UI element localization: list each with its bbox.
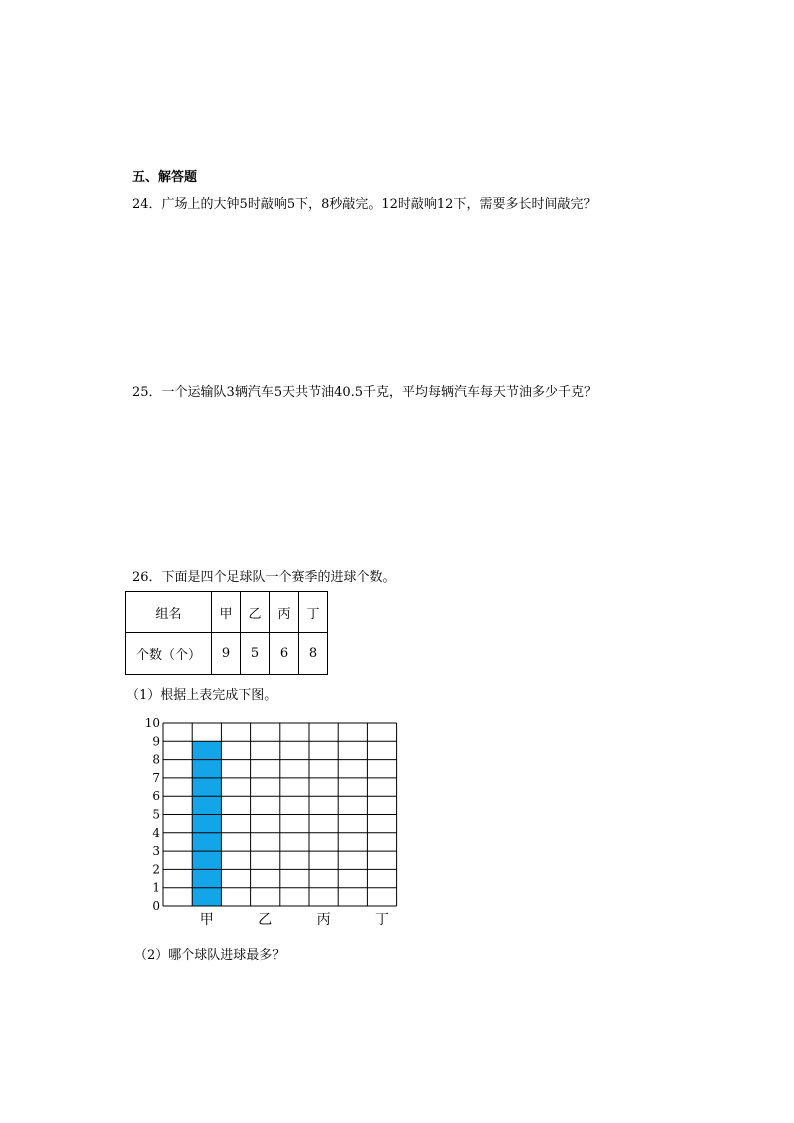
table-header-cell: 乙 — [241, 592, 270, 633]
question-25: 25．一个运输队3辆汽车5天共节油40.5千克，平均每辆汽车每天节油多少千克？ — [132, 385, 598, 400]
sub-question-1: （1）根据上表完成下图。 — [126, 688, 278, 703]
x-category-label: 丙 — [316, 912, 331, 928]
table-header-cell: 丁 — [299, 592, 328, 633]
y-tick-label: 3 — [152, 844, 160, 859]
y-tick-label: 8 — [152, 752, 160, 767]
table-header-row — [126, 592, 328, 633]
table-header-cell: 丙 — [270, 592, 299, 633]
table-cell: 9 — [212, 633, 241, 675]
y-tick-label: 4 — [152, 825, 160, 840]
y-tick-label: 10 — [144, 716, 160, 730]
y-tick-label: 7 — [152, 770, 160, 785]
question-26: 26．下面是四个足球队一个赛季的进球个数。 — [132, 570, 396, 585]
table-row — [126, 633, 328, 675]
x-category-label: 甲 — [199, 912, 214, 928]
sub-question-2: （2）哪个球队进球最多？ — [134, 948, 286, 963]
y-tick-label: 9 — [152, 734, 160, 749]
x-category-label: 丁 — [375, 912, 389, 928]
y-tick-label: 5 — [152, 807, 160, 822]
bar — [192, 741, 221, 906]
y-tick-label: 0 — [152, 899, 160, 913]
table-header-cell: 甲 — [212, 592, 241, 633]
table-cell: 6 — [270, 633, 299, 675]
table-cell: 5 — [241, 633, 270, 675]
goals-table — [125, 591, 328, 675]
table-header-cell: 组名 — [126, 592, 212, 633]
y-tick-label: 2 — [152, 862, 160, 877]
question-24: 24．广场上的大钟5时敲响5下，8秒敲完。12时敲响12下，需要多长时间敲完？ — [132, 197, 597, 212]
table-cell: 8 — [299, 633, 328, 675]
section-title: 五、解答题 — [132, 170, 198, 185]
x-category-label: 乙 — [258, 912, 273, 928]
bar-chart — [140, 712, 402, 930]
y-tick-label: 6 — [152, 789, 160, 804]
table-cell: 个数（个） — [126, 633, 212, 675]
y-tick-label: 1 — [152, 880, 160, 895]
